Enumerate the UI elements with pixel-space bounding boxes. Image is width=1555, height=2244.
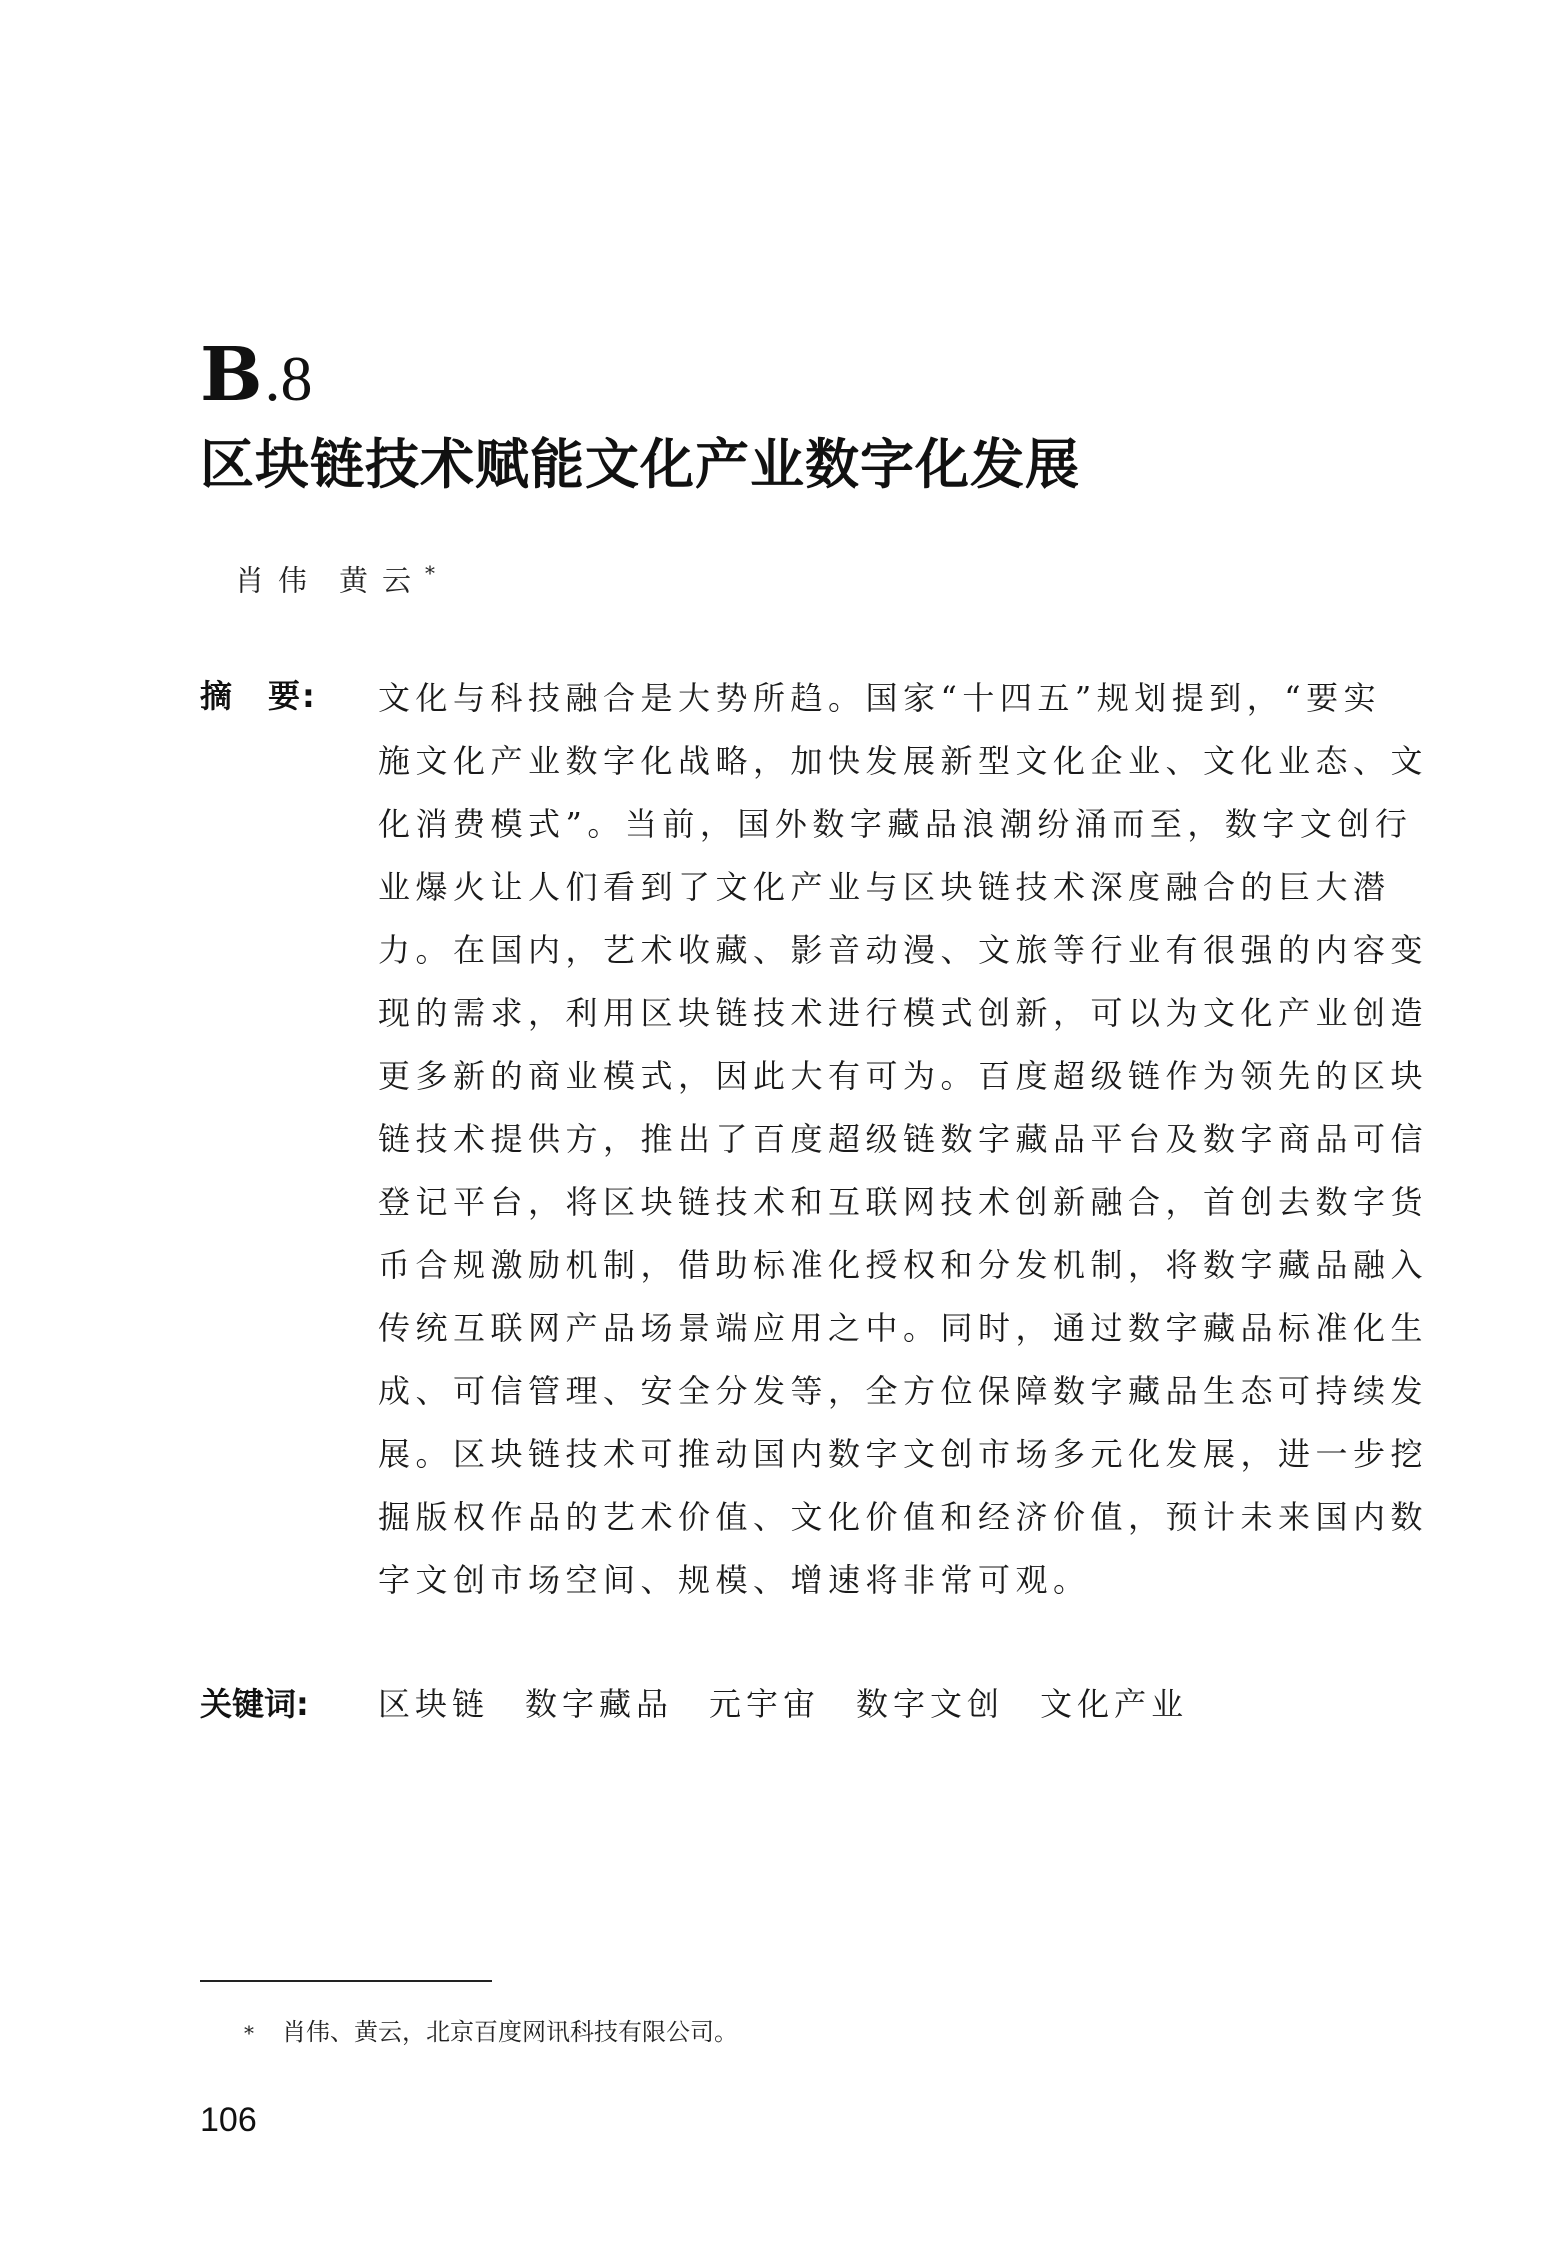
abstract-line: 字文创市场空间、规模、增速将非常可观。 [378, 1561, 1091, 1599]
abstract-line: 业爆火让人们看到了文化产业与区块链技术深度融合的巨大潜 [378, 868, 1391, 906]
abstract-line: 掘版权作品的艺术价值、文化价值和经济价值，预计未来国内数 [378, 1498, 1429, 1536]
abstract-line: 展。区块链技术可推动国内数字文创市场多元化发展，进一步挖 [378, 1435, 1429, 1473]
author-name: 黄云 [339, 563, 426, 598]
abstract-label: 摘 要: [200, 677, 317, 715]
footnote [244, 2014, 738, 2051]
keyword: 区块链 [378, 1685, 490, 1723]
chapter-digit: .8 [264, 343, 313, 414]
abstract-line: 更多新的商业模式，因此大有可为。百度超级链作为领先的区块 [378, 1057, 1429, 1095]
keyword: 文化产业 [1040, 1685, 1189, 1723]
abstract-line: 币合规激励机制，借助标准化授权和分发机制，将数字藏品融入 [378, 1246, 1429, 1284]
keywords-list [378, 1680, 1224, 1728]
abstract-line: 现的需求，利用区块链技术进行模式创新，可以为文化产业创造 [378, 994, 1429, 1032]
page-number: 106 [200, 2101, 257, 2139]
keyword: 元宇宙 [709, 1685, 821, 1723]
abstract-line: 文化与科技融合是大势所趋。国家“十四五”规划提到，“要实 [378, 679, 1382, 717]
keyword: 数字藏品 [525, 1685, 674, 1723]
chapter-letter: B [200, 332, 263, 418]
footnote-text: 肖伟、黄云，北京百度网讯科技有限公司。 [282, 2018, 738, 2046]
abstract-line: 链技术提供方，推出了百度超级链数字藏品平台及数字商品可信 [378, 1120, 1429, 1158]
abstract-line: 登记平台，将区块链技术和互联网技术创新融合，首创去数字货 [378, 1183, 1429, 1221]
footnote-divider [200, 1980, 492, 1982]
author-footnote-mark: * [425, 561, 436, 585]
authors [235, 548, 435, 606]
abstract-line: 成、可信管理、安全分发等，全方位保障数字藏品生态可持续发 [378, 1372, 1429, 1410]
keyword: 数字文创 [856, 1685, 1005, 1723]
footnote-mark: * [244, 2021, 254, 2045]
abstract-body [378, 667, 1429, 1612]
keywords-label: 关键词: [200, 1685, 309, 1723]
author-name: 肖伟 [235, 563, 322, 598]
abstract-line: 力。在国内，艺术收藏、影音动漫、文旅等行业有很强的内容变 [378, 931, 1429, 969]
abstract-line: 化消费模式”。当前，国外数字藏品浪潮纷涌而至，数字文创行 [378, 805, 1413, 843]
abstract-line: 施文化产业数字化战略，加快发展新型文化企业、文化业态、文 [378, 742, 1429, 780]
abstract-line: 传统互联网产品场景端应用之中。同时，通过数字藏品标准化生 [378, 1309, 1429, 1347]
chapter-title: 区块链技术赋能文化产业数字化发展 [200, 433, 1080, 496]
chapter-number [200, 330, 313, 420]
